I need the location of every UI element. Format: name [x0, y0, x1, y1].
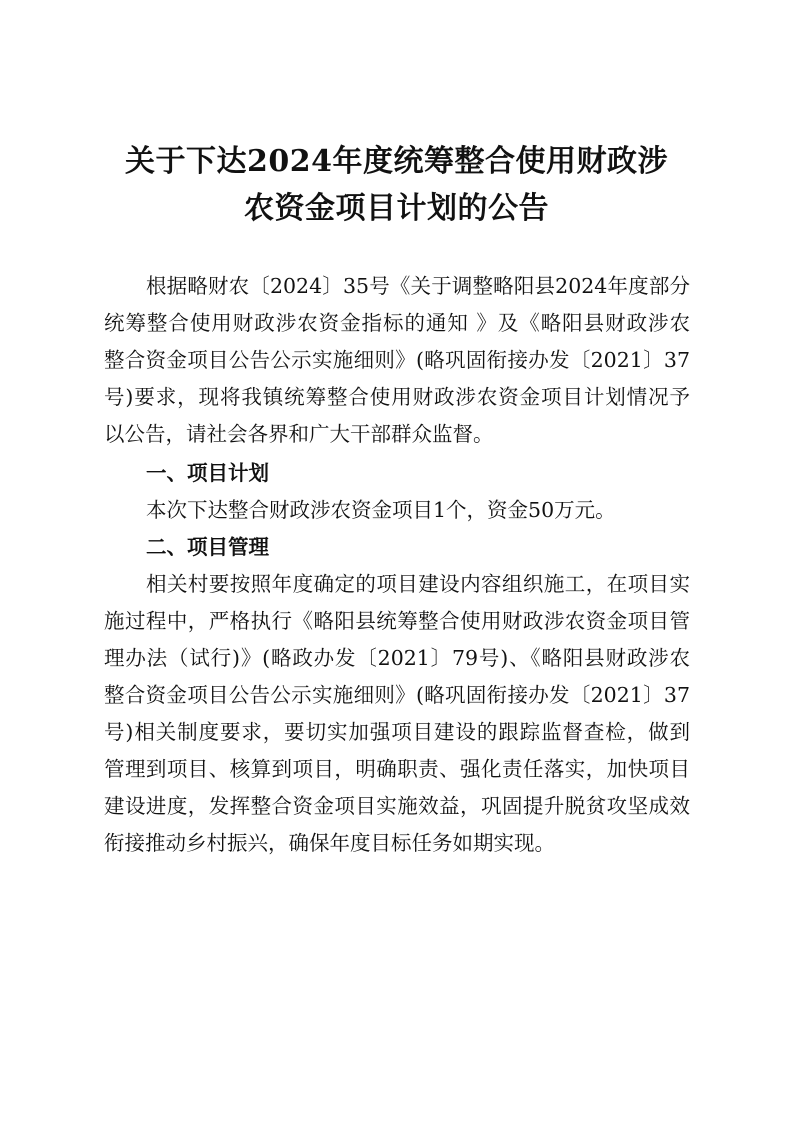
- paragraph-3-line-8: 衔接推动乡村振兴，确保年度目标任务如期实现。: [104, 831, 555, 855]
- paragraph-2-line-1: 本次下达整合财政涉农资金项目1个，资金50万元。: [146, 498, 616, 522]
- paragraph-3-line-4: 整合资金项目公告公示实施细则》(略巩固衔接办发〔2021〕37: [104, 683, 690, 707]
- paragraph-3-line-3: 理办法（试行)》(略政办发〔2021〕79号)、《略阳县财政涉农: [104, 646, 690, 670]
- paragraph-1-line-4: 号)要求，现将我镇统筹整合使用财政涉农资金项目计划情况予: [104, 385, 690, 409]
- section-heading-1: 一、项目计划: [146, 461, 269, 485]
- paragraph-1-line-5: 以公告，请社会各界和广大干部群众监督。: [104, 422, 494, 446]
- paragraph-1-line-3: 整合资金项目公告公示实施细则》(略巩固衔接办发〔2021〕37: [104, 348, 690, 372]
- paragraph-3-line-1: 相关村要按照年度确定的项目建设内容组织施工，在项目实: [146, 572, 690, 596]
- document-title-line-1: 关于下达2024年度统筹整合使用财政涉: [125, 144, 668, 179]
- section-heading-2: 二、项目管理: [146, 535, 269, 559]
- paragraph-3-line-7: 建设进度，发挥整合资金项目实施效益，巩固提升脱贫攻坚成效: [104, 794, 690, 818]
- paragraph-1-line-2: 统筹整合使用财政涉农资金指标的通知 》及《略阳县财政涉农: [104, 311, 690, 335]
- paragraph-3-line-2: 施过程中，严格执行《略阳县统筹整合使用财政涉农资金项目管: [104, 609, 690, 633]
- document-title-line-2: 农资金项目计划的公告: [244, 191, 549, 226]
- paragraph-3-line-6: 管理到项目、核算到项目，明确职责、强化责任落实，加快项目: [104, 757, 690, 781]
- paragraph-1-line-1: 根据略财农〔2024〕35号《关于调整略阳县2024年度部分: [146, 274, 690, 298]
- paragraph-3-line-5: 号)相关制度要求，要切实加强项目建设的跟踪监督查检，做到: [104, 720, 690, 744]
